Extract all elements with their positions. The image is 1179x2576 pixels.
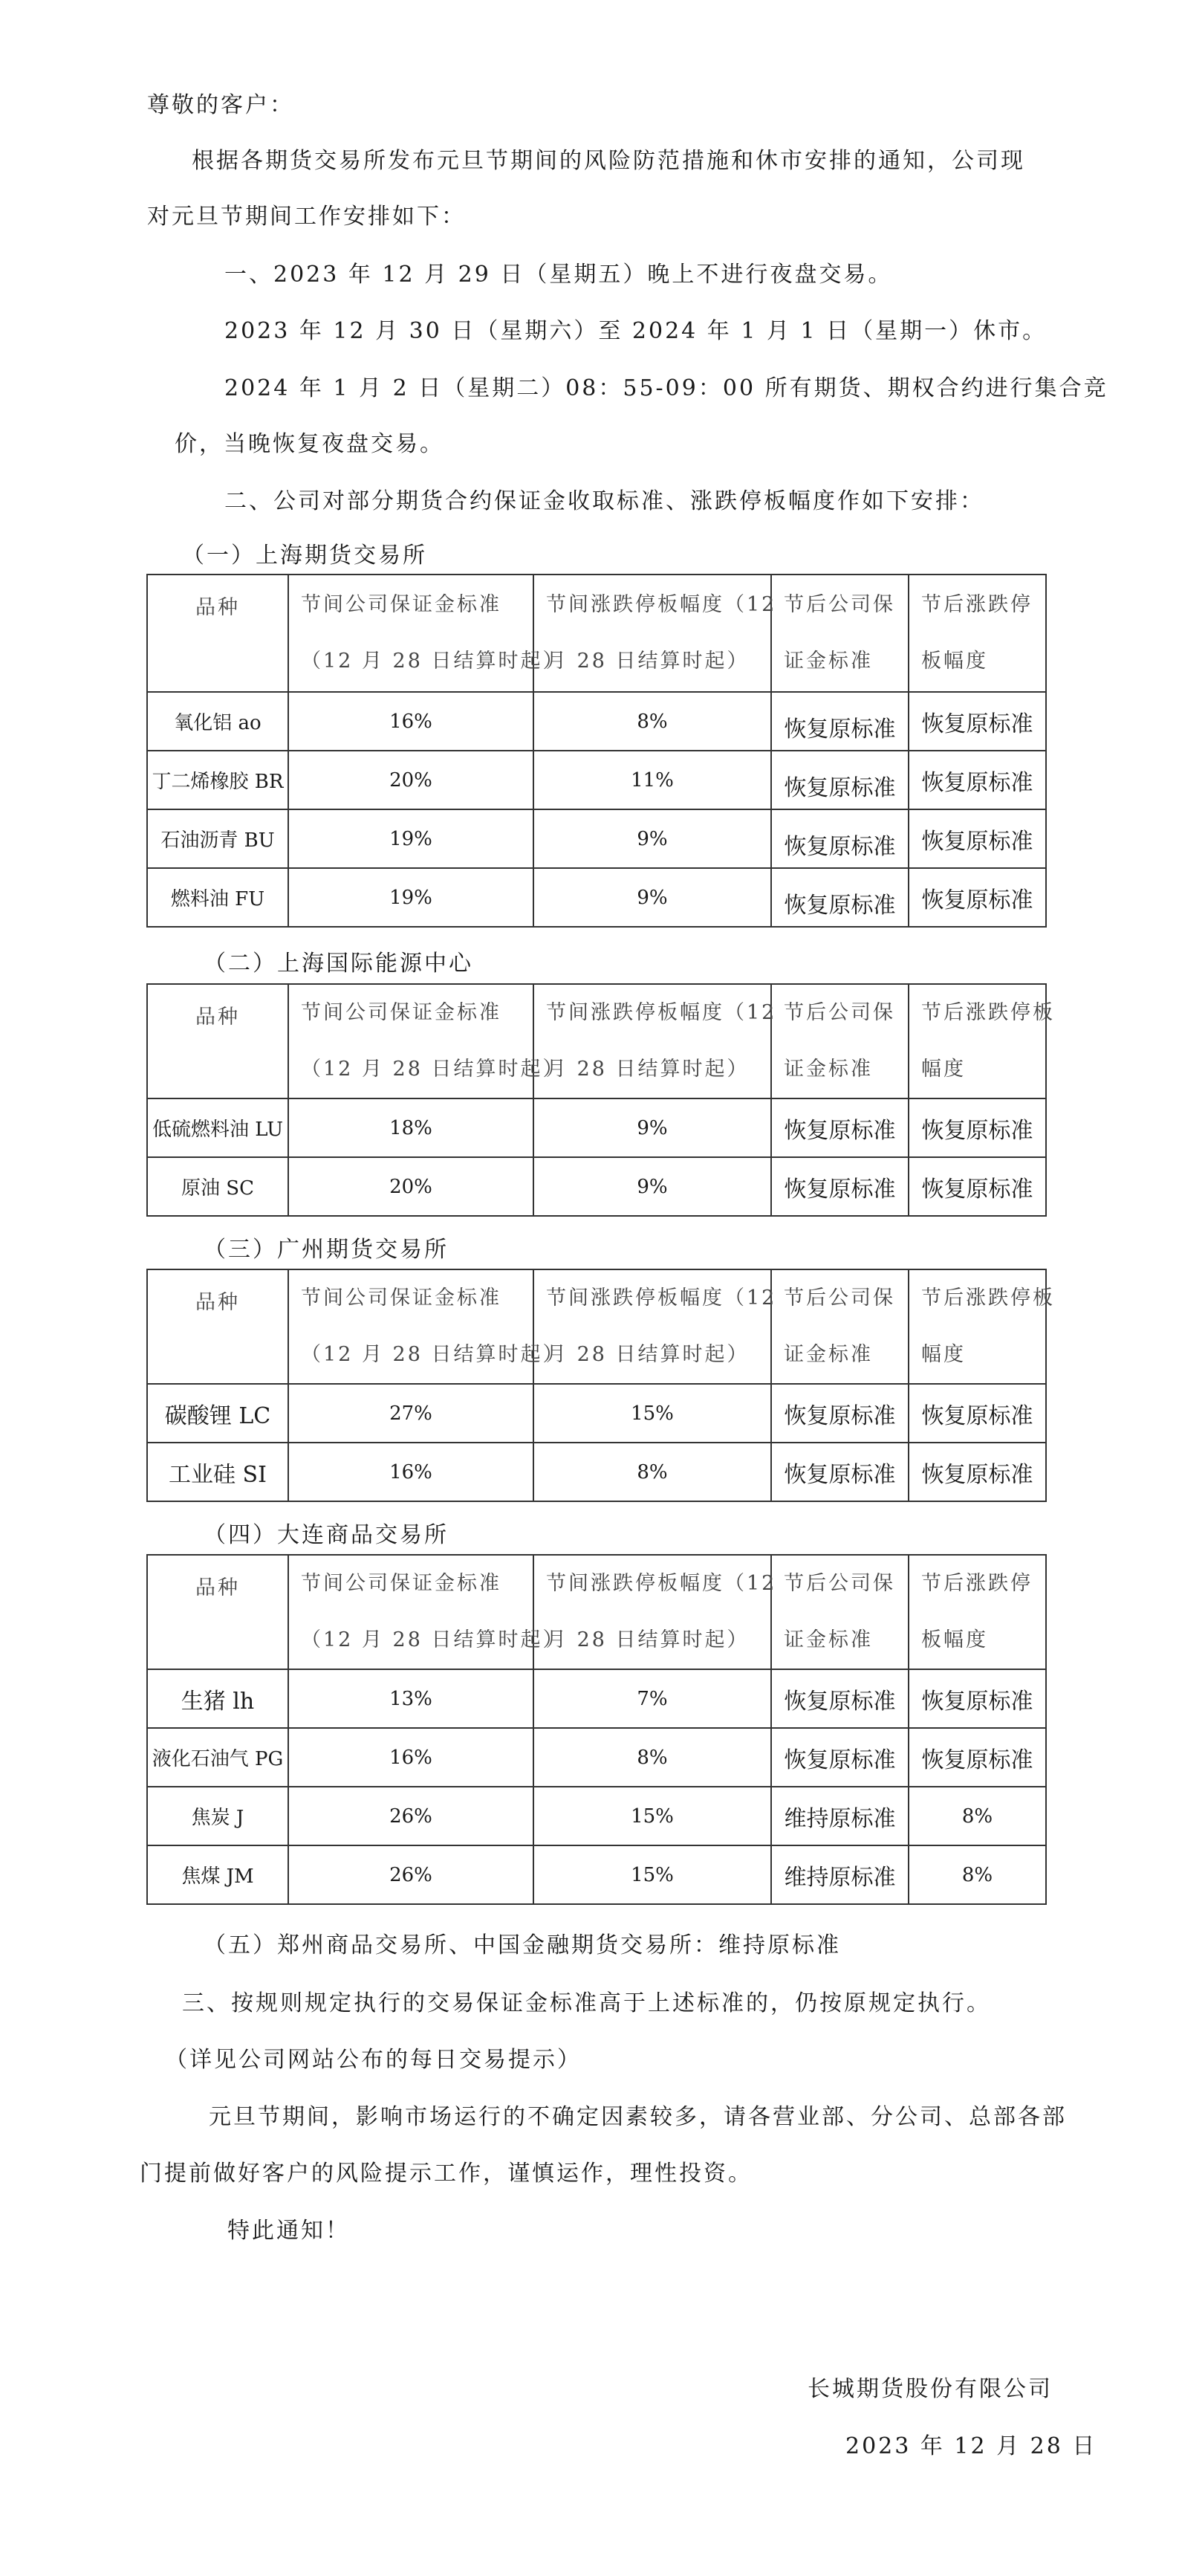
holiday-limit: 7% — [533, 1669, 771, 1728]
section-title-gfex: （三）广州期货交易所 — [204, 1237, 449, 1263]
holiday-limit: 9% — [533, 868, 771, 927]
table-row — [147, 1384, 1046, 1443]
greeting: 尊敬的客户： — [147, 92, 294, 118]
after-margin: 维持原标准 — [771, 1787, 909, 1845]
after-margin: 恢复原标准 — [771, 1443, 909, 1501]
holiday-limit: 8% — [533, 692, 771, 751]
table-header-row — [147, 984, 1046, 1098]
table-row — [147, 809, 1046, 868]
header-after-limit: 节后涨跌停 板幅度 — [909, 1555, 1046, 1669]
header-variety: 品种 — [147, 984, 288, 1098]
closing-line-1: 元旦节期间，影响市场运行的不确定因素较多，请各营业部、分公司、总部各部 — [209, 2104, 1067, 2130]
item1-line-2: 2023 年 12 月 30 日（星期六）至 2024 年 1 月 1 日（星期一）休市。 — [224, 318, 1048, 344]
variety-name: 原油 SC — [147, 1157, 288, 1216]
table-row — [147, 1669, 1046, 1728]
holiday-margin: 20% — [288, 751, 533, 809]
after-margin: 恢复原标准 — [771, 1669, 909, 1728]
variety-name: 石油沥青 BU — [147, 809, 288, 868]
after-limit: 恢复原标准 — [909, 809, 1046, 868]
table-row — [147, 1728, 1046, 1787]
holiday-limit: 15% — [533, 1384, 771, 1443]
after-limit: 恢复原标准 — [909, 1728, 1046, 1787]
holiday-margin: 18% — [288, 1098, 533, 1157]
item1-line-1: 一、2023 年 12 月 29 日（星期五）晚上不进行夜盘交易。 — [224, 262, 893, 288]
section-title-ine: （二）上海国际能源中心 — [204, 951, 473, 977]
after-limit: 恢复原标准 — [909, 1098, 1046, 1157]
header-holiday-margin: 节间公司保证金标准 （12 月 28 日结算时起） — [288, 1555, 533, 1669]
table-shfe — [146, 574, 1047, 928]
item1-line-3: 2024 年 1 月 2 日（星期二）08：55-09：00 所有期货、期权合约进行集合竞 — [224, 375, 1108, 401]
after-margin: 恢复原标准 — [771, 809, 909, 868]
after-margin: 恢复原标准 — [771, 1728, 909, 1787]
notice-text: 特此通知！ — [227, 2218, 350, 2244]
company-signature: 长城期货股份有限公司 — [808, 2376, 1053, 2402]
variety-name: 焦炭 J — [147, 1787, 288, 1845]
table-row — [147, 1098, 1046, 1157]
table-row — [147, 751, 1046, 809]
variety-name: 液化石油气 PG — [147, 1728, 288, 1787]
header-after-margin: 节后公司保 证金标准 — [771, 984, 909, 1098]
after-margin: 恢复原标准 — [771, 751, 909, 809]
after-margin: 恢复原标准 — [771, 1098, 909, 1157]
table-row — [147, 1845, 1046, 1904]
item2-heading: 二、公司对部分期货合约保证金收取标准、涨跌停板幅度作如下安排： — [224, 488, 984, 514]
item1-line-4: 价，当晚恢复夜盘交易。 — [175, 431, 444, 457]
variety-name: 碳酸锂 LC — [147, 1384, 288, 1443]
item3-note: （详见公司网站公布的每日交易提示） — [165, 2047, 582, 2073]
holiday-margin: 19% — [288, 868, 533, 927]
holiday-margin: 19% — [288, 809, 533, 868]
holiday-margin: 16% — [288, 692, 533, 751]
table-row — [147, 1157, 1046, 1216]
header-holiday-margin: 节间公司保证金标准 （12 月 28 日结算时起） — [288, 575, 533, 692]
table-row — [147, 692, 1046, 751]
header-holiday-margin: 节间公司保证金标准 （12 月 28 日结算时起） — [288, 984, 533, 1098]
after-limit: 恢复原标准 — [909, 751, 1046, 809]
header-variety: 品种 — [147, 1269, 288, 1384]
table-row — [147, 1443, 1046, 1501]
holiday-limit: 8% — [533, 1443, 771, 1501]
after-margin: 恢复原标准 — [771, 1157, 909, 1216]
holiday-margin: 26% — [288, 1845, 533, 1904]
header-after-margin: 节后公司保 证金标准 — [771, 1269, 909, 1384]
header-holiday-limit: 节间涨跌停板幅度（12 月 28 日结算时起） — [533, 1269, 771, 1384]
holiday-limit: 15% — [533, 1787, 771, 1845]
variety-name: 生猪 lh — [147, 1669, 288, 1728]
header-after-limit: 节后涨跌停板 幅度 — [909, 1269, 1046, 1384]
closing-line-2: 门提前做好客户的风险提示工作，谨慎运作，理性投资。 — [140, 2161, 753, 2187]
after-limit: 8% — [909, 1845, 1046, 1904]
after-limit: 8% — [909, 1787, 1046, 1845]
table-row — [147, 868, 1046, 927]
section5-text: （五）郑州商品交易所、中国金融期货交易所：维持原标准 — [204, 1932, 841, 1958]
holiday-margin: 16% — [288, 1443, 533, 1501]
holiday-limit: 11% — [533, 751, 771, 809]
table-header-row — [147, 1269, 1046, 1384]
variety-name: 氧化铝 ao — [147, 692, 288, 751]
table-dce — [146, 1554, 1047, 1905]
table-header-row — [147, 1555, 1046, 1669]
header-holiday-margin: 节间公司保证金标准 （12 月 28 日结算时起） — [288, 1269, 533, 1384]
section-title-shfe: （一）上海期货交易所 — [182, 543, 427, 569]
after-limit: 恢复原标准 — [909, 1669, 1046, 1728]
header-after-margin: 节后公司保 证金标准 — [771, 575, 909, 692]
table-ine — [146, 983, 1055, 1217]
holiday-margin: 27% — [288, 1384, 533, 1443]
intro-line-1: 根据各期货交易所发布元旦节期间的风险防范措施和休市安排的通知，公司现 — [192, 148, 1025, 174]
holiday-limit: 9% — [533, 1098, 771, 1157]
intro-line-2: 对元旦节期间工作安排如下： — [147, 204, 466, 230]
variety-name: 焦煤 JM — [147, 1845, 288, 1904]
after-limit: 恢复原标准 — [909, 1384, 1046, 1443]
item3-text: 三、按规则规定执行的交易保证金标准高于上述标准的，仍按原规定执行。 — [182, 1990, 991, 2016]
variety-name: 丁二烯橡胶 BR — [147, 751, 288, 809]
header-holiday-limit: 节间涨跌停板幅度（12 月 28 日结算时起） — [533, 984, 771, 1098]
holiday-margin: 13% — [288, 1669, 533, 1728]
holiday-limit: 15% — [533, 1845, 771, 1904]
holiday-margin: 16% — [288, 1728, 533, 1787]
variety-name: 低硫燃料油 LU — [147, 1098, 288, 1157]
after-limit: 恢复原标准 — [909, 692, 1046, 751]
holiday-limit: 9% — [533, 1157, 771, 1216]
holiday-limit: 8% — [533, 1728, 771, 1787]
notice-date: 2023 年 12 月 28 日 — [845, 2433, 1097, 2459]
header-after-margin: 节后公司保 证金标准 — [771, 1555, 909, 1669]
header-holiday-limit: 节间涨跌停板幅度（12 月 28 日结算时起） — [533, 1555, 771, 1669]
header-variety: 品种 — [147, 1555, 288, 1669]
header-after-limit: 节后涨跌停 板幅度 — [909, 575, 1046, 692]
header-holiday-limit: 节间涨跌停板幅度（12 月 28 日结算时起） — [533, 575, 771, 692]
table-header-row — [147, 575, 1046, 692]
after-margin: 恢复原标准 — [771, 1384, 909, 1443]
after-limit: 恢复原标准 — [909, 868, 1046, 927]
table-row — [147, 1787, 1046, 1845]
header-after-limit: 节后涨跌停板 幅度 — [909, 984, 1046, 1098]
variety-name: 工业硅 SI — [147, 1443, 288, 1501]
holiday-margin: 26% — [288, 1787, 533, 1845]
header-variety: 品种 — [147, 575, 288, 692]
variety-name: 燃料油 FU — [147, 868, 288, 927]
after-margin: 恢复原标准 — [771, 868, 909, 927]
holiday-limit: 9% — [533, 809, 771, 868]
after-limit: 恢复原标准 — [909, 1157, 1046, 1216]
after-limit: 恢复原标准 — [909, 1443, 1046, 1501]
holiday-margin: 20% — [288, 1157, 533, 1216]
table-gfex — [146, 1269, 1055, 1502]
after-margin: 恢复原标准 — [771, 692, 909, 751]
after-margin: 维持原标准 — [771, 1845, 909, 1904]
section-title-dce: （四）大连商品交易所 — [204, 1522, 449, 1548]
